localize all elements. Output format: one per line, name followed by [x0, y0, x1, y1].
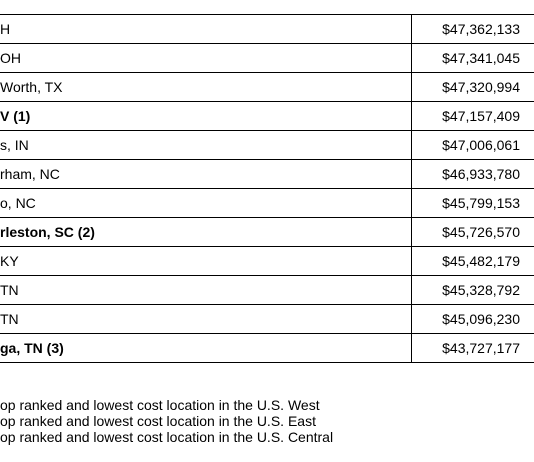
location-cell: OH — [0, 50, 21, 66]
location-cell: TN — [0, 282, 19, 298]
cost-cell: $45,096,230 — [411, 305, 534, 333]
location-cell: V (1) — [0, 108, 31, 124]
table-row — [0, 188, 534, 217]
location-cell: H — [0, 21, 11, 37]
cost-cell: $47,006,061 — [411, 131, 534, 159]
table-row — [0, 43, 534, 72]
location-cell: TN — [0, 311, 19, 327]
footnote-east: op ranked and lowest cost location in the U.S. East — [0, 413, 316, 429]
location-cell: ga, TN (3) — [0, 340, 64, 356]
cost-table — [0, 14, 534, 363]
cost-cell: $43,727,177 — [411, 334, 534, 362]
footnotes — [0, 397, 333, 445]
table-row — [0, 72, 534, 101]
location-cell: rham, NC — [0, 166, 60, 182]
table-row — [0, 304, 534, 333]
table-row — [0, 159, 534, 188]
cost-cell: $47,320,994 — [411, 73, 534, 101]
location-cell: rleston, SC (2) — [0, 224, 95, 240]
table-row — [0, 130, 534, 159]
footnote-west: op ranked and lowest cost location in the U.S. West — [0, 397, 320, 413]
cost-cell: $46,933,780 — [411, 160, 534, 188]
location-cell: Worth, TX — [0, 79, 63, 95]
location-cell: o, NC — [0, 195, 36, 211]
cost-cell: $45,799,153 — [411, 189, 534, 217]
footnote-central: op ranked and lowest cost location in the U.S. Central — [0, 429, 334, 445]
location-cell: s, IN — [0, 137, 29, 153]
table-row — [0, 246, 534, 275]
cost-cell: $47,157,409 — [411, 102, 534, 130]
table-row — [0, 275, 534, 304]
cost-cell: $45,726,570 — [411, 218, 534, 246]
table-row — [0, 101, 534, 130]
table-row — [0, 333, 534, 363]
table-row — [0, 14, 534, 43]
cost-cell: $45,482,179 — [411, 247, 534, 275]
table-row — [0, 217, 534, 246]
cost-cell: $47,362,133 — [411, 15, 534, 43]
cost-cell: $47,341,045 — [411, 44, 534, 72]
cost-cell: $45,328,792 — [411, 276, 534, 304]
location-cell: KY — [0, 253, 19, 269]
